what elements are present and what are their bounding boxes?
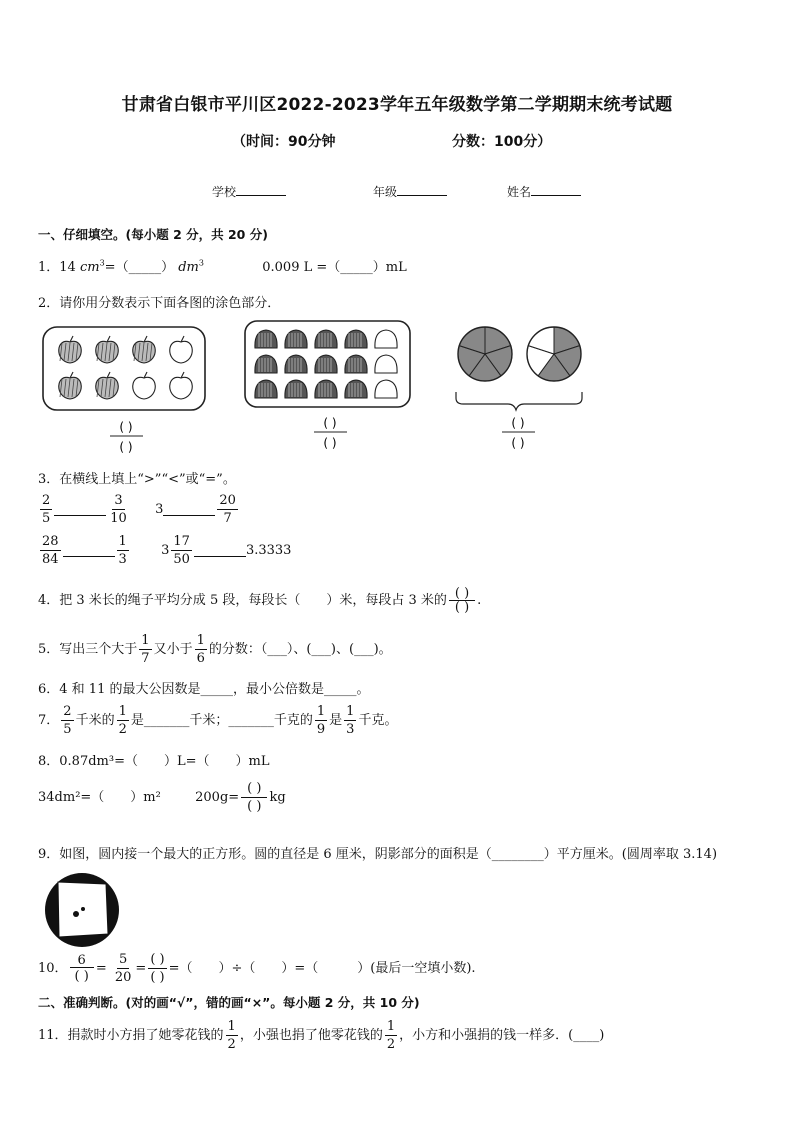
section-1-title: 一、仔细填空。(每小题 2 分，共 20 分) [38,227,268,242]
q2-answer-1[interactable] [110,420,143,454]
name-field[interactable] [507,183,581,200]
q1-blank: =（_____） [104,260,175,275]
peach-icon [255,355,277,373]
apple-box [43,327,205,410]
q1-sup: 3 [99,258,105,268]
q10-fraction-6-blank: $\frac{6}{( )}$ [70,954,94,983]
question-5 [38,634,392,665]
q2-paren-top-3: ( ) [511,416,525,430]
peach-icon [315,330,337,348]
q9-circle-square-figure [42,870,124,952]
page-title: 甘肃省白银市平川区2022-2023学年五年级数学第二学期期末统考试题 [121,95,673,115]
q8-unit: kg [269,790,286,805]
peach-icon [255,330,277,348]
question-7 [38,705,397,736]
grade-field[interactable] [373,183,447,200]
q3-fraction-28-84: $\frac{28}{84}$ [42,534,59,567]
q5-text-c: 的分数：（___）、(___)、(___)。 [208,642,392,657]
question-6: 6．4 和 11 的最大公因数是_____，最小公倍数是_____。 [38,682,370,697]
q8-mass: 200g= [195,790,240,805]
score-info: 分数：100分） [452,134,552,150]
q4-end: . [477,593,482,608]
q3-fraction-17-50: $\frac{17}{50}$ [173,534,190,567]
q3-whole-3b: 3 [161,543,170,558]
q8-row-2 [38,780,286,815]
peach-icon [285,380,307,398]
question-2: 2．请你用分数表示下面各图的涂色部分． [38,296,281,311]
q7-fraction-1-3: $\frac{1}{3}$ [346,704,355,737]
q2-figures [38,318,758,458]
q1-unit-dm: dm [178,260,199,275]
question-4 [38,587,481,614]
peach-icon [285,355,307,373]
apple-icon [170,336,193,363]
pie-circles [456,327,582,410]
time-info: （时间：90分钟 [232,134,336,150]
q3-blank-2[interactable] [163,503,215,516]
q10-fraction-5-20: $\frac{5}{20}$ [114,952,132,985]
q7-fraction-1-2: $\frac{1}{2}$ [118,704,127,737]
q5-fraction-1-6: $\frac{1}{6}$ [196,633,205,666]
q1-sup2: 3 [198,258,204,268]
q8-fraction-blank[interactable]: $\frac{( )}{( )}$ [241,780,267,815]
q1-value: 14 [59,260,76,275]
apple-icon [133,372,156,399]
q2-paren-bottom-2: ( ) [323,436,337,450]
q10-rest: =（ ）÷（ ）=（ ）(最后一空填小数). [168,961,476,976]
q2-paren-bottom-1: ( ) [119,440,133,454]
q1-volume: 0.009 L =（_____）mL [262,260,407,275]
apple-icon [96,372,119,399]
q11-text-c: ，小方和小强捐的钱一样多．(____) [399,1028,605,1043]
apple-icon [170,372,193,399]
q7-text-d: 千克。 [358,713,398,728]
q5-text-b: 又小于 [153,642,193,657]
q3-fraction-2-5: $\frac{2}{5}$ [42,493,51,526]
q5-text-a: 5．写出三个大于 [38,642,138,657]
school-blank[interactable] [236,183,286,196]
peach-icon [375,380,397,398]
q10-fraction-blank[interactable]: $\frac{( )}{( )}$ [150,952,165,985]
q3-whole-3: 3 [155,502,164,517]
q2-answer-2[interactable] [314,416,347,450]
q3-blank-3[interactable] [63,544,115,557]
q4-fraction-blank[interactable]: $\frac{( )}{( )}$ [449,587,475,614]
q10-eq2: = [135,961,147,976]
q10-eq1: = [95,961,107,976]
peach-icon [315,380,337,398]
name-blank[interactable] [531,183,581,196]
q7-fraction-2-5: $\frac{2}{5}$ [63,704,72,737]
q3-blank-4[interactable] [194,544,246,557]
q2-paren-top-1: ( ) [119,420,133,434]
q7-fraction-1-9: $\frac{1}{9}$ [316,704,326,737]
q2-answer-3[interactable] [502,416,535,450]
q3-fraction-1-3: $\frac{1}{3}$ [118,534,127,567]
grade-blank[interactable] [397,183,447,196]
pie-circle [527,327,581,381]
q11-fraction-2: $\frac{1}{2}$ [386,1019,396,1052]
q7-text-b: 是_______千米；_______千克的 [130,713,313,728]
q3-row-1 [38,494,240,525]
question-1 [38,256,407,275]
q3-blank-1[interactable] [54,503,106,516]
peach-icon [285,330,307,348]
school-field[interactable] [212,183,286,200]
pie-circle [458,327,512,381]
q3-fraction-20-7: $\frac{20}{7}$ [219,493,236,526]
section-2-title: 二、准确判断。(对的画“√”，错的画“×”。每小题 2 分，共 10 分) [38,995,420,1010]
question-8: 8．0.87dm³=（ ）L=（ ）mL [38,754,270,769]
peach-icon [255,380,277,398]
q11-text-b: ，小强也捐了他零花钱的 [239,1028,383,1043]
apple-icon [59,372,82,399]
q3-fraction-3-10: $\frac{3}{10}$ [110,493,127,526]
school-label: 学校 [212,185,237,199]
q2-paren-top-2: ( ) [323,416,337,430]
q3-row-2 [38,535,291,566]
peach-icon [375,355,397,373]
q11-text-a: 11．捐款时小方捐了她零花钱的 [38,1028,224,1043]
q1-number: 1． [38,260,60,275]
peach-box [245,321,410,407]
peach-icon [315,355,337,373]
q11-fraction-1: $\frac{1}{2}$ [227,1019,236,1052]
q7-text-a: 千米的 [75,713,115,728]
q3-decimal: 3.3333 [245,543,292,558]
question-3: 3．在横线上填上“>”“<”或“=”。 [38,472,236,487]
q10-number: 10． [38,961,68,976]
peach-icon [345,330,367,348]
q2-paren-bottom-3: ( ) [511,436,525,450]
q4-text: 4．把 3 米长的绳子平均分成 5 段，每段长（ ）米，每段占 3 米的 [38,593,447,608]
question-11 [38,1020,604,1051]
apple-icon [133,336,156,363]
q5-fraction-1-7: $\frac{1}{7}$ [141,633,150,666]
apple-icon [96,336,119,363]
grade-label: 年级 [373,185,398,199]
q1-unit-cm: cm [79,260,100,275]
question-10 [38,953,476,984]
q8-area: 34dm²=（ ）m² [38,790,161,805]
peach-icon [345,380,367,398]
peach-icon [375,330,397,348]
name-label: 姓名 [507,185,532,199]
q7-text-c: 是 [329,713,343,728]
q7-number: 7． [38,713,60,728]
peach-icon [345,355,367,373]
apple-icon [59,336,82,363]
question-9: 9．如图，圆内接一个最大的正方形。圆的直径是 6 厘米，阴影部分的面积是（________）平方厘米。(圆周率取 3.14) [38,847,718,862]
